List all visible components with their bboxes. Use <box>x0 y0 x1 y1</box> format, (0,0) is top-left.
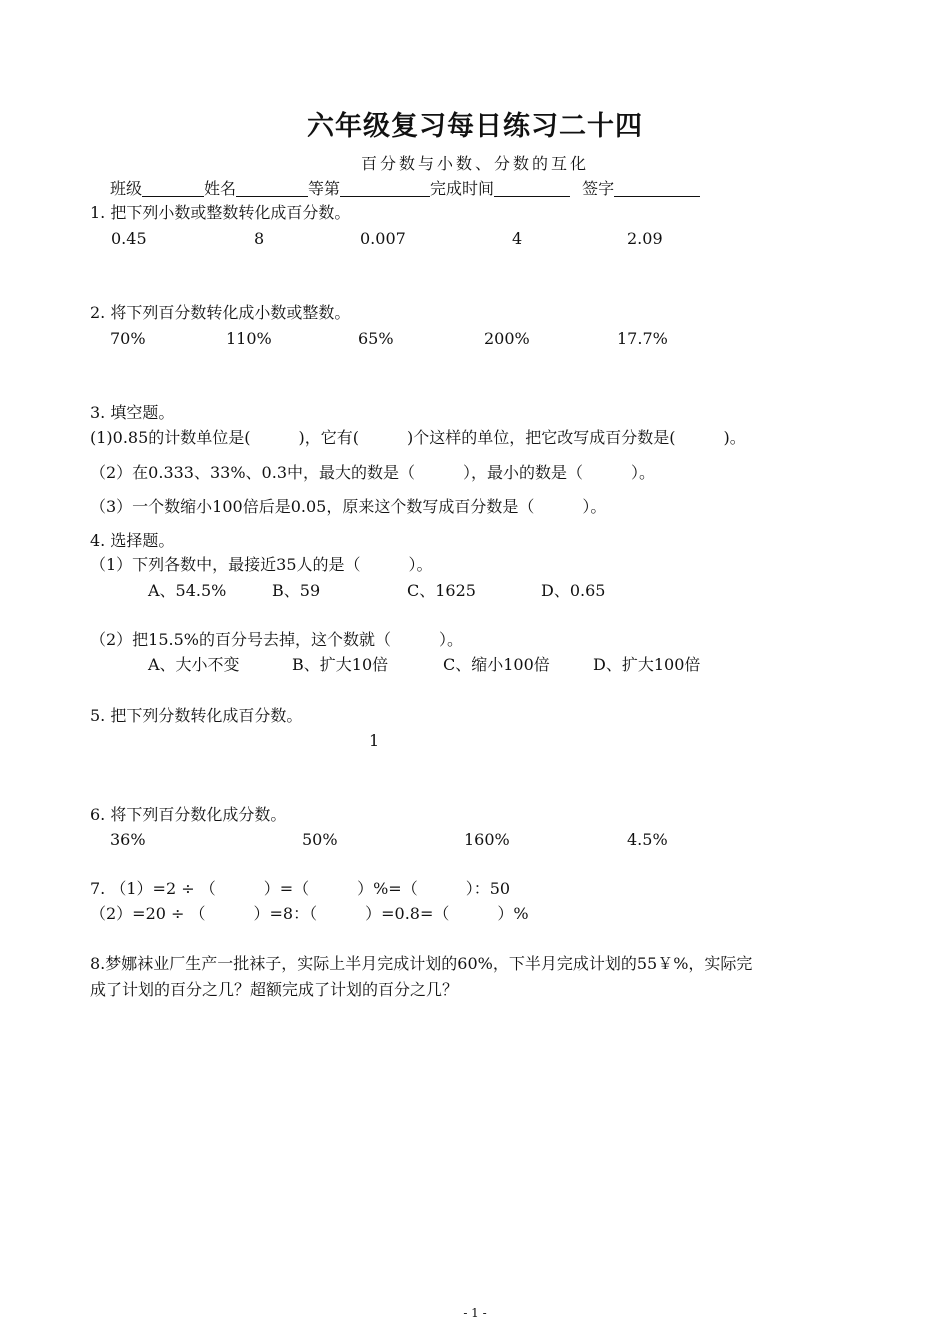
q7-line2: （2）=20 ÷ （ ）=8：（ ）=0.8=（ ）% <box>90 904 529 923</box>
rank-field[interactable] <box>340 180 430 197</box>
time-label: 完成时间 <box>430 179 495 198</box>
q4-sub1: （1）下列各数中，最接近35人的是（ ）。 <box>90 555 433 574</box>
q6-item: 50% <box>302 830 338 849</box>
name-field[interactable] <box>236 180 308 197</box>
q6-item: 4.5% <box>627 830 668 849</box>
q4-sub2-option-a: A、大小不变 <box>148 655 240 674</box>
q2-item: 65% <box>358 329 394 348</box>
name-label: 姓名 <box>204 179 237 198</box>
page-number: - 1 - <box>463 1306 487 1320</box>
q4-sub2-option-d: D、扩大100倍 <box>593 655 701 674</box>
q1-item: 4 <box>512 229 523 248</box>
q2-prompt: 2. 将下列百分数转化成小数或整数。 <box>90 303 351 322</box>
q2-item: 70% <box>110 329 146 348</box>
q8-line1: 8.梦娜袜业厂生产一批袜子，实际上半月完成计划的60%，下半月完成计划的55￥%，实际完 <box>90 954 753 973</box>
class-label: 班级 <box>110 179 143 198</box>
q4-sub2-option-c: C、缩小100倍 <box>443 655 550 674</box>
q4-sub2-option-b: B、扩大10倍 <box>292 655 389 674</box>
q7-line1: 7. （1）=2 ÷ （ ）=（ ）%=（ ）：50 <box>90 879 511 898</box>
q2-item: 17.7% <box>617 329 668 348</box>
q3-line: （2）在0.333、33%、0.3中，最大的数是（ ），最小的数是（ ）。 <box>90 463 655 482</box>
q4-sub2: （2）把15.5%的百分号去掉，这个数就（ ）。 <box>90 630 464 649</box>
q4-prompt: 4. 选择题。 <box>90 531 175 550</box>
rank-label: 等第 <box>308 179 341 198</box>
student-info-row <box>110 180 700 197</box>
q1-item: 0.007 <box>360 229 406 248</box>
sign-label: 签字 <box>582 179 615 198</box>
q2-item: 200% <box>484 329 530 348</box>
q1-item: 2.09 <box>627 229 663 248</box>
q5-item: 1 <box>369 731 380 750</box>
q5-prompt: 5. 把下列分数转化成百分数。 <box>90 706 303 725</box>
q3-line: （3）一个数缩小100倍后是0.05，原来这个数写成百分数是（ ）。 <box>90 497 607 516</box>
q6-prompt: 6. 将下列百分数化成分数。 <box>90 805 287 824</box>
page-subtitle: 百分数与小数、分数的互化 <box>360 154 589 173</box>
q2-item: 110% <box>226 329 272 348</box>
time-field[interactable] <box>494 180 570 197</box>
q3-line: (1)0.85的计数单位是( )，它有( )个这样的单位，把它改写成百分数是( )。 <box>90 428 746 447</box>
q1-prompt: 1. 把下列小数或整数转化成百分数。 <box>90 203 351 222</box>
q8-line2: 成了计划的百分之几？超额完成了计划的百分之几？ <box>90 980 459 999</box>
class-field[interactable] <box>142 180 204 197</box>
page-title: 六年级复习每日练习二十四 <box>307 111 643 142</box>
q4-sub1-option-a: A、54.5% <box>148 581 227 600</box>
q3-prompt: 3. 填空题。 <box>90 403 175 422</box>
q4-sub1-option-c: C、1625 <box>407 581 476 600</box>
sign-field[interactable] <box>614 180 700 197</box>
q6-item: 36% <box>110 830 146 849</box>
q1-item: 0.45 <box>111 229 147 248</box>
q1-item: 8 <box>254 229 265 248</box>
q6-item: 160% <box>464 830 510 849</box>
q4-sub1-option-d: D、0.65 <box>541 581 606 600</box>
q4-sub1-option-b: B、59 <box>272 581 321 600</box>
